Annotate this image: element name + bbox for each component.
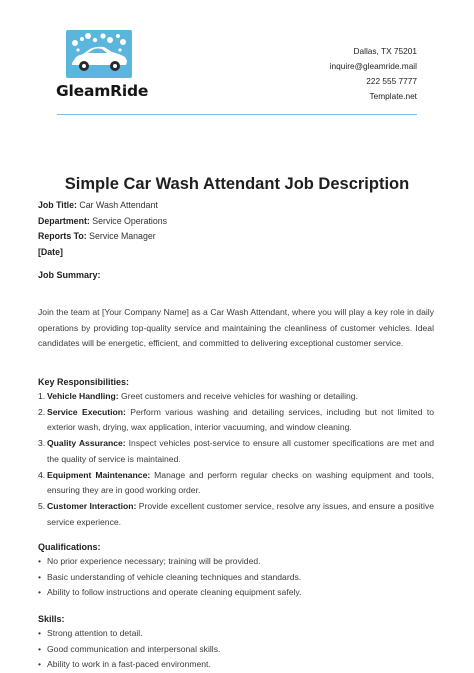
contact-email: inquire@gleamride.mail [329, 61, 417, 71]
contact-website: Template.net [369, 91, 417, 101]
qualifications-heading: Qualifications: [38, 542, 101, 552]
contact-block [330, 44, 417, 104]
contact-address: Dallas, TX 75201 [353, 46, 417, 56]
list-item: • Strong attention to detail. [38, 628, 143, 638]
list-item: • Basic understanding of vehicle cleaning techniques and standards. [38, 571, 302, 582]
list-item: • Ability to follow instructions and operate cleaning equipment safely. [38, 587, 302, 598]
responsibilities-heading: Key Responsibilities: [38, 377, 130, 387]
brand-name: GleamRide [56, 82, 149, 100]
list-item: 2. Service Execution: Perform various washing and detailing services, including but not limited to exterior wash, drying, wax application, interior vacuuming, and window cleaning. [38, 406, 434, 433]
job-meta [38, 198, 167, 260]
list-item: • Good communication and interpersonal skills. [38, 643, 221, 654]
contact-phone: 222 555 7777 [366, 76, 417, 86]
car-wash-logo-icon [66, 30, 132, 78]
meta-department: Department: Service Operations [38, 215, 168, 226]
skills-list [38, 626, 434, 673]
meta-reports-to: Reports To: Service Manager [38, 231, 156, 242]
list-item: 5. Customer Interaction: Provide excellent customer service, resolve any issues, and ensure a positive service experience. [38, 500, 434, 527]
page-title: Simple Car Wash Attendant Job Description [64, 175, 410, 193]
summary-heading: Job Summary: [38, 270, 101, 280]
list-item: • No prior experience necessary; training will be provided. [38, 556, 261, 566]
header-divider [57, 114, 417, 115]
meta-date: [Date] [38, 246, 63, 257]
list-item: • Ability to work in a fast-paced environment. [38, 659, 211, 670]
list-item: 1. Vehicle Handling: Greet customers and receive vehicles for washing or detailing. [38, 391, 358, 401]
list-item: 3. Quality Assurance: Inspect vehicles post-service to ensure all customer specifications are met and the quality of service is maintained. [38, 438, 434, 464]
summary-text: Join the team at [Your Company Name] as a Car Wash Attendant, where you will play a key role in daily operations by providing top-quality service and maintaining the cleanliness of customer vehicles. Ideal candidates will be energetic, efficient, and committed to delivering exceptional customer service. [38, 307, 434, 349]
responsibilities-list [38, 389, 434, 530]
qualifications-list [38, 554, 434, 601]
list-item: 4. Equipment Maintenance: Manage and perform regular checks on washing equipment and tools, ensuring they are in good working order. [38, 469, 434, 496]
meta-job-title: Job Title: Car Wash Attendant [38, 200, 158, 210]
skills-heading: Skills: [38, 614, 65, 624]
